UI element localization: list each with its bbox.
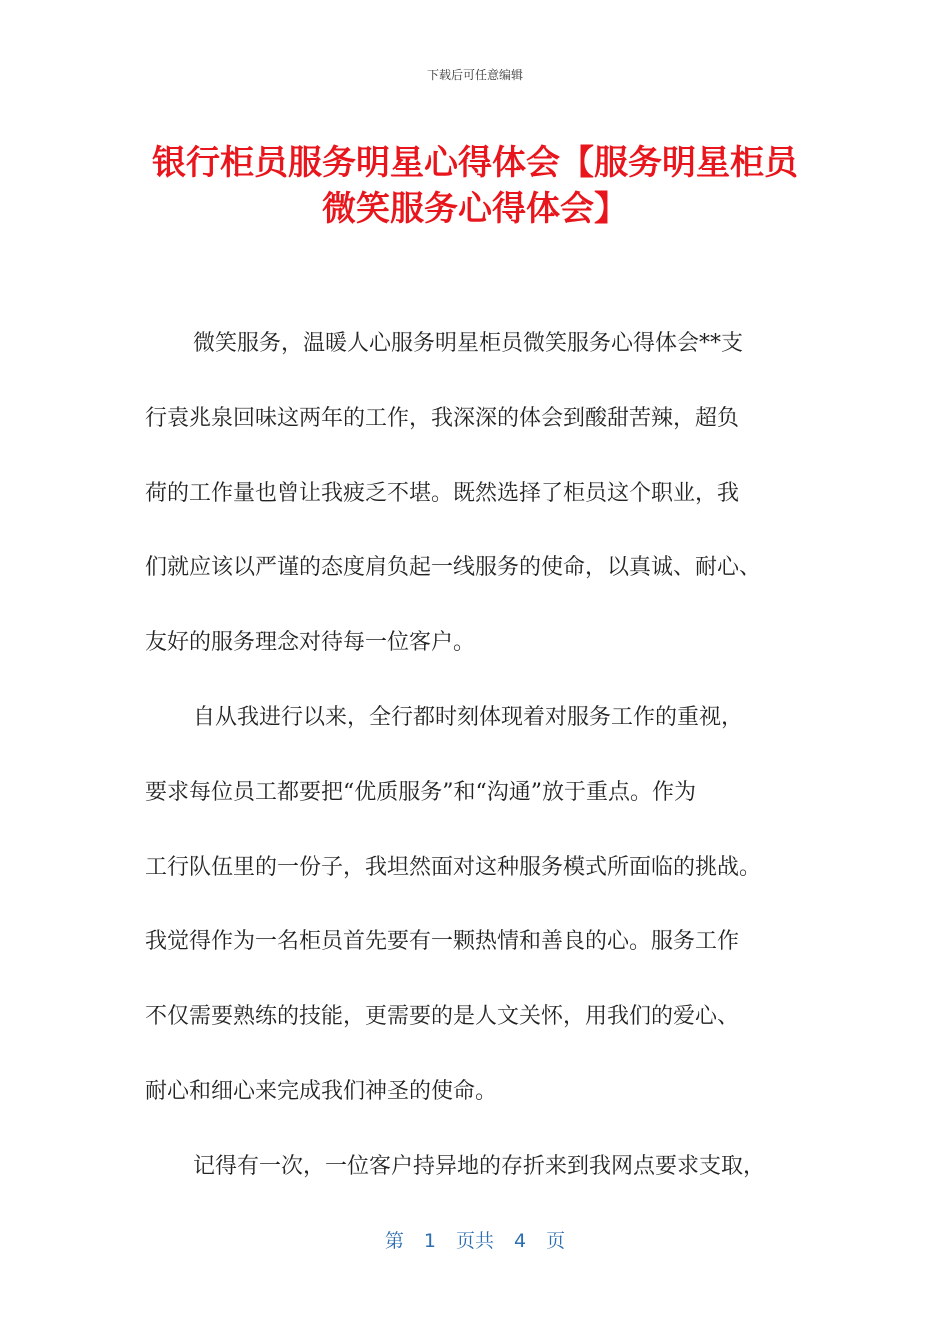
- footer-total-pages: 4: [514, 1230, 527, 1252]
- document-title: [145, 140, 805, 232]
- footer-of-label: 页共: [455, 1230, 494, 1252]
- body-line: 耐心和细心来完成我们神圣的使命。: [145, 1078, 498, 1104]
- document-body: [145, 322, 810, 1220]
- body-line: 不仅需要熟练的技能，更需要的是人文关怀，用我们的爱心、: [145, 1004, 740, 1030]
- body-line: 要求每位员工都要把“优质服务”和“沟通”放于重点。作为: [145, 779, 696, 805]
- body-line: 工行队伍里的一份子，我坦然面对这种服务模式所面临的挑战。: [145, 854, 762, 880]
- header-note: 下载后可任意编辑: [426, 68, 523, 82]
- body-line: 自从我进行以来，全行都时刻体现着对服务工作的重视，: [193, 704, 744, 730]
- footer-page-number: 1: [423, 1230, 436, 1252]
- body-line: 我觉得作为一名柜员首先要有一颗热情和善良的心。服务工作: [145, 929, 740, 955]
- body-line: 们就应该以严谨的态度肩负起一线服务的使命，以真诚、耐心、: [145, 555, 762, 581]
- body-line: 记得有一次，一位客户持异地的存折来到我网点要求支取，: [193, 1153, 766, 1179]
- body-line: 行袁兆泉回味这两年的工作，我深深的体会到酸甜苦辣，超负: [145, 405, 740, 431]
- title-line-1: 银行柜员服务明星心得体会【服务明星柜员: [152, 143, 798, 183]
- footer-page-suffix: 页: [546, 1230, 566, 1252]
- body-line: 友好的服务理念对待每一位客户。: [145, 630, 476, 656]
- body-line: 荷的工作量也曾让我疲乏不堪。既然选择了柜员这个职业，我: [145, 480, 740, 506]
- title-line-2: 微笑服务心得体会】: [322, 189, 628, 229]
- body-line: 微笑服务，温暖人心服务明星柜员微笑服务心得体会**支: [193, 331, 744, 356]
- footer-page-label: 第: [384, 1230, 404, 1252]
- page-footer: [0, 1226, 950, 1253]
